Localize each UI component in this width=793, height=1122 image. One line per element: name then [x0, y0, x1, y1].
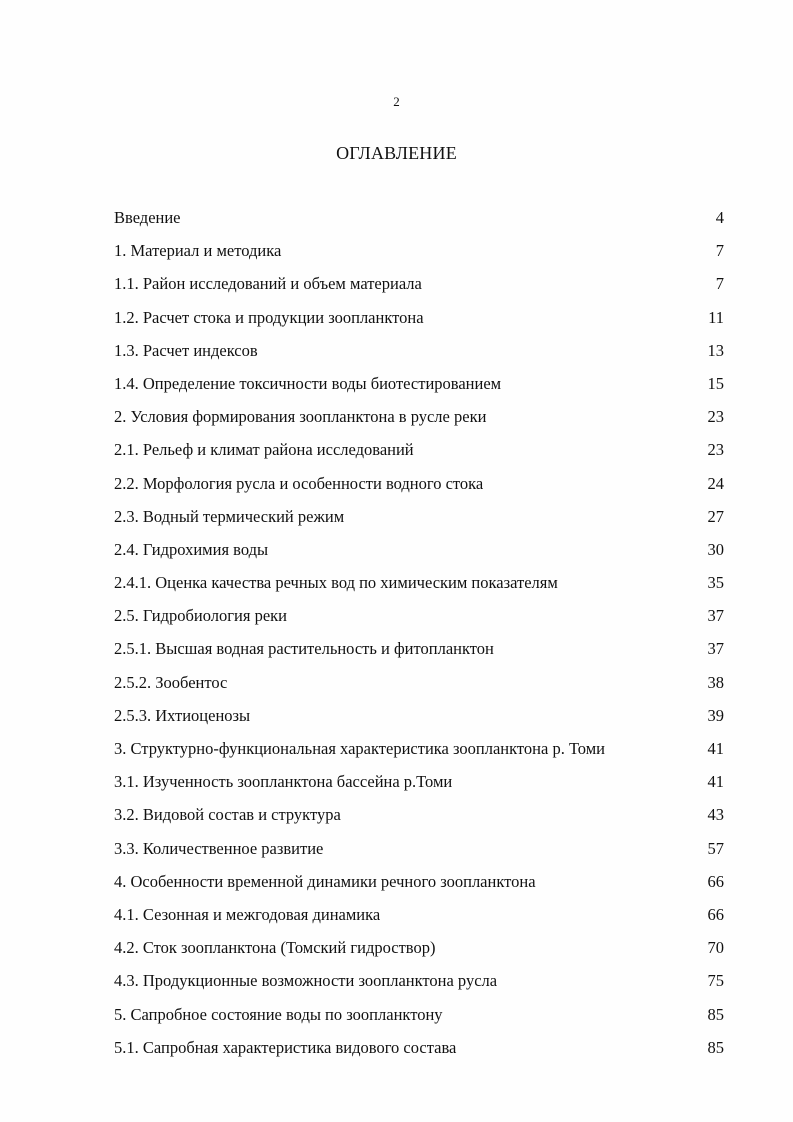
toc-entry	[114, 406, 724, 439]
toc-entry-page: 70	[707, 938, 724, 958]
toc-entry-page: 27	[707, 506, 724, 526]
toc-entry-title: 1.3. Расчет индексов	[114, 340, 258, 360]
toc-entry	[114, 838, 724, 871]
toc-entry-page: 66	[707, 904, 724, 924]
page-title: ОГЛАВЛЕНИЕ	[336, 143, 457, 163]
toc-entry	[114, 539, 724, 572]
toc-entry-page: 11	[708, 307, 724, 327]
toc-entry-page: 23	[707, 440, 724, 460]
toc-entry	[114, 871, 724, 904]
toc-entry	[114, 638, 724, 671]
toc-entry-title: 1.4. Определение токсичности воды биотестированием	[114, 373, 502, 393]
toc-entry-title: 1.2. Расчет стока и продукции зоопланктона	[114, 307, 424, 327]
toc-entry-title: 2. Условия формирования зоопланктона в русле реки	[114, 407, 487, 427]
toc-entry-title: 4.1. Сезонная и межгодовая динамика	[114, 904, 381, 924]
toc-entry	[114, 273, 724, 306]
toc-entry-page: 85	[707, 1004, 724, 1024]
toc-entry-page: 30	[707, 539, 724, 559]
toc-entry-page: 39	[707, 705, 724, 725]
toc-entry	[114, 307, 724, 340]
toc-entry-page: 23	[707, 407, 724, 427]
toc-entry-title: 1. Материал и методика	[114, 241, 282, 261]
toc-entry-page: 7	[715, 241, 724, 261]
toc-entry-page: 38	[707, 672, 724, 692]
table-of-contents	[114, 207, 724, 1070]
toc-entry	[114, 240, 724, 273]
toc-entry	[114, 373, 724, 406]
toc-entry	[114, 804, 724, 837]
toc-entry	[114, 771, 724, 804]
toc-entry	[114, 937, 724, 970]
toc-entry-page: 41	[707, 739, 724, 758]
toc-entry-page: 24	[707, 473, 724, 493]
toc-entry-title: 2.1. Рельеф и климат района исследований	[114, 440, 414, 460]
toc-entry	[114, 1037, 724, 1070]
toc-entry-page: 41	[707, 772, 724, 792]
toc-entry-page: 57	[707, 838, 724, 858]
toc-entry	[114, 738, 724, 771]
toc-entry-page: 75	[707, 971, 724, 991]
toc-entry-title: 2.5.2. Зообентос	[114, 672, 228, 692]
toc-entry-page: 15	[707, 373, 724, 393]
toc-entry	[114, 672, 724, 705]
toc-entry-page: 35	[707, 573, 724, 593]
toc-entry-title: 3. Структурно-функциональная характеристика зоопланктона р. Томи	[114, 739, 605, 758]
toc-entry-page: 37	[707, 606, 724, 626]
toc-entry	[114, 970, 724, 1003]
toc-entry-page: 13	[707, 340, 724, 360]
toc-entry-title: 3.1. Изученность зоопланктона бассейна р.Томи	[114, 772, 453, 792]
toc-entry-page: 66	[707, 871, 724, 891]
toc-entry-page: 7	[715, 274, 724, 294]
toc-entry-page: 37	[707, 639, 724, 659]
toc-entry-title: 2.2. Морфология русла и особенности водного стока	[114, 473, 484, 493]
toc-entry-title: 4.2. Сток зоопланктона (Томский гидроствор)	[114, 938, 436, 958]
toc-entry	[114, 439, 724, 472]
toc-entry	[114, 506, 724, 539]
toc-entry-page: 85	[707, 1037, 724, 1057]
toc-entry	[114, 904, 724, 937]
toc-entry-page: 4	[715, 208, 724, 227]
toc-entry-title: 2.5.3. Ихтиоценозы	[114, 705, 251, 725]
toc-entry-title: Введение	[114, 208, 181, 227]
toc-entry-title: 2.4.1. Оценка качества речных вод по химическим показателям	[114, 573, 558, 593]
toc-entry	[114, 572, 724, 605]
toc-entry-title: 2.3. Водный термический режим	[114, 506, 345, 526]
toc-entry	[114, 473, 724, 506]
toc-entry	[114, 605, 724, 638]
toc-entry	[114, 1004, 724, 1037]
toc-entry	[114, 340, 724, 373]
toc-entry-title: 3.3. Количественное развитие	[114, 838, 324, 858]
toc-entry-title: 4. Особенности временной динамики речного зоопланктона	[114, 871, 536, 891]
toc-entry-title: 3.2. Видовой состав и структура	[114, 805, 341, 825]
toc-entry-title: 5. Сапробное состояние воды по зоопланктону	[114, 1004, 443, 1024]
toc-entry-title: 2.4. Гидрохимия воды	[114, 539, 269, 559]
toc-entry-title: 5.1. Сапробная характеристика видового состава	[114, 1037, 457, 1057]
page-number: 2	[393, 94, 400, 109]
toc-entry-title: 1.1. Район исследований и объем материала	[114, 274, 422, 294]
toc-entry-page: 43	[707, 805, 724, 825]
toc-entry-title: 4.3. Продукционные возможности зоопланктона русла	[114, 971, 498, 991]
toc-entry-title: 2.5.1. Высшая водная растительность и фитопланктон	[114, 639, 494, 659]
toc-entry	[114, 705, 724, 738]
toc-entry	[114, 207, 724, 240]
toc-entry-title: 2.5. Гидробиология реки	[114, 606, 287, 626]
